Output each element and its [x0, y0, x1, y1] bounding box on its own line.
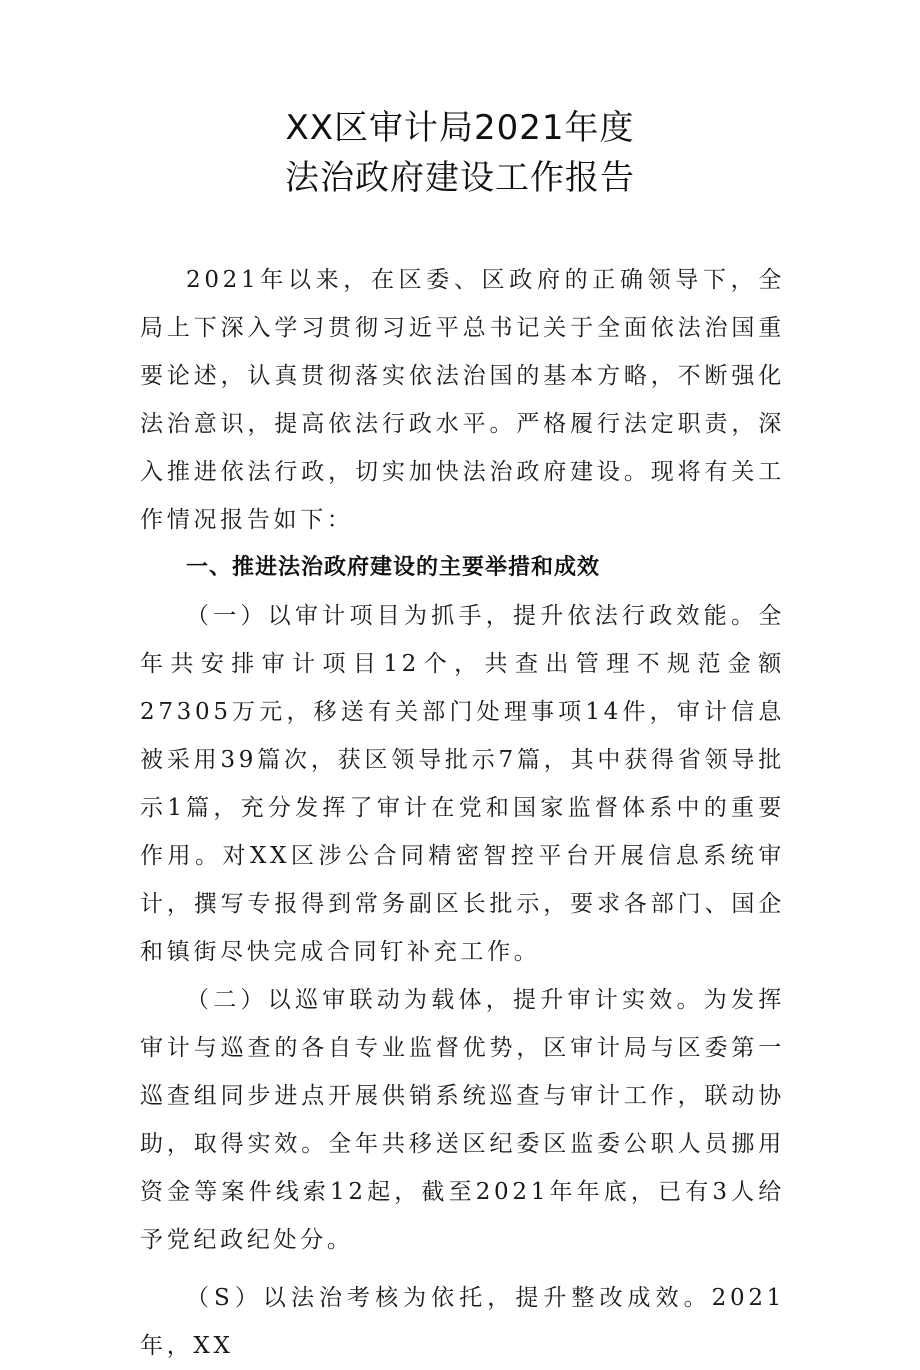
paragraph-2: （二）以巡审联动为载体，提升审计实效。为发挥审计与巡查的各自专业监督优势，区审计局与区委第一巡查组同步进点开展供销系统巡查与审计工作，联动协助，取得实效。全年共移送区纪委区监委公职人员挪用资金等案件线索12起，截至2021年年底，已有3人给予党纪政纪处分。: [140, 987, 785, 1253]
paragraph-1: （一）以审计项目为抓手，提升依法行政效能。全年共安排审计项目12个，共查出管理不规范金额27305万元，移送有关部门处理事项14件，审计信息被采用39篇次，获区领导批示7篇，其中获得省领导批示1篇，充分发挥了审计在党和国家监督体系中的重要作用。对XX区涉公合同精密智控平台开展信息系统审计，撰写专报得到常务副区长批示，要求各部门、国企和镇街尽快完成合同钉补充工作。: [140, 603, 785, 965]
document-title-line1: XX区审计局2021年度: [285, 108, 635, 148]
document-body: [140, 256, 785, 1370]
intro-paragraph: 2021年以来，在区委、区政府的正确领导下，全局上下深入学习贯彻习近平总书记关于全面依法治国重要论述，认真贯彻落实依法治国的基本方略，不断强化法治意识，提高依法行政水平。严格履行法定职责，深入推进依法行政，切实加快法治政府建设。现将有关工作情况报告如下：: [140, 267, 785, 533]
section-heading-1: 一、推进法治政府建设的主要举措和成效: [186, 555, 601, 580]
paragraph-3: （S）以法治考核为依托，提升整改成效。2021年，XX: [140, 1285, 785, 1359]
document-title-line2: 法治政府建设工作报告: [285, 158, 635, 198]
